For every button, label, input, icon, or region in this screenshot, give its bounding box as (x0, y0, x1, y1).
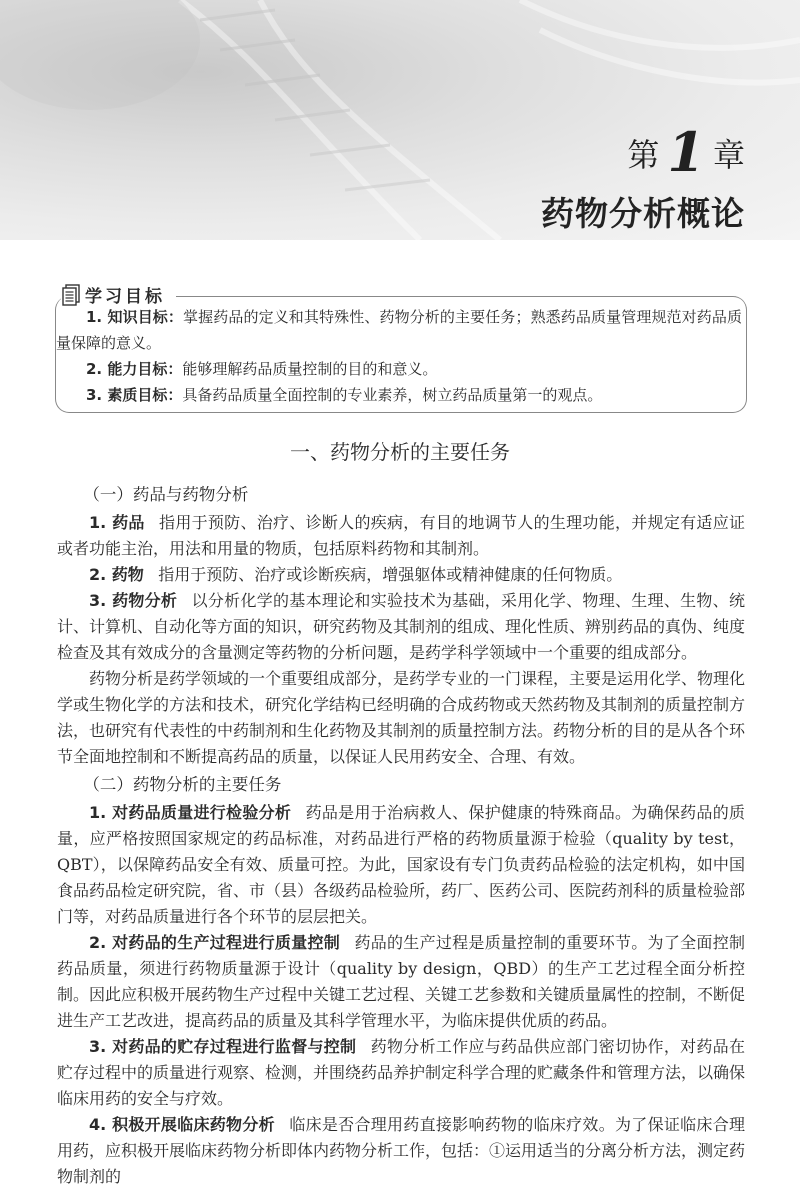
subsection-title: （二）药物分析的主要任务 (83, 775, 282, 794)
section-title: 一、药物分析的主要任务 (290, 440, 510, 464)
term-label: 2. 药物 (89, 565, 144, 584)
paragraph-text: 药品是用于治病救人、保护健康的特殊商品。为确保药品的质量，应严格按照国家规定的药品标准，对药品进行严格的药物质量源于检验（quality by test，QBT），以保障药品安全有效、质量可控。为此，国家设有专门负责药品检验的法定机构，如中国食品药品检定研究院，省、市（县）各级药品检验所，药厂、医药公司、医院药剂科的质量检验部门等，对药品质量进行各个环节的层层把关。 (57, 803, 746, 926)
chapter-prefix: 第 (627, 136, 660, 174)
body-text (57, 480, 745, 1190)
goal-label: 2. 能力目标： (86, 360, 183, 378)
paragraph (57, 562, 745, 588)
term-label: 1. 对药品质量进行检验分析 (89, 803, 292, 822)
goal-label: 1. 知识目标： (86, 308, 184, 326)
paragraph-text: 指用于预防、治疗、诊断人的疾病，有目的地调节人的生理功能，并规定有适应证或者功能主治，用法和用量的物质，包括原料药物和其制剂。 (57, 513, 745, 558)
term-label: 2. 对药品的生产过程进行质量控制 (89, 933, 341, 952)
goals-heading-text: 学习目标 (85, 287, 165, 307)
paragraph (57, 800, 745, 930)
chapter-number (627, 120, 745, 184)
paragraph (57, 1034, 745, 1112)
document-icon (61, 284, 81, 306)
goals-list (56, 304, 742, 408)
paragraph (57, 666, 745, 770)
term-label: 3. 药物分析 (89, 591, 178, 610)
goal-label: 3. 素质目标： (86, 386, 183, 404)
paragraph (57, 930, 745, 1034)
paragraph-text: 指用于预防、治疗或诊断疾病，增强躯体或精神健康的任何物质。 (158, 565, 623, 584)
term-label: 3. 对药品的贮存过程进行监督与控制 (89, 1037, 357, 1056)
paragraph-text: 以分析化学的基本理论和实验技术为基础，采用化学、物理、生理、生物、统计、计算机、自动化等方面的知识，研究药物及其制剂的组成、理化性质、辨别药品的真伪、纯度检查及其有效成分的含量测定等药物的分析问题，是药学科学领域中一个重要的组成部分。 (57, 591, 746, 662)
term-label: 4. 积极开展临床药物分析 (89, 1115, 275, 1134)
paragraph (57, 588, 745, 666)
chapter-suffix: 章 (712, 136, 745, 174)
paragraph-text: 药物分析是药学领域的一个重要组成部分，是药学专业的一门课程，主要是运用化学、物理化学或生物化学的方法和技术，研究化学结构已经明确的合成药物或天然药物及其制剂的质量控制方法，也研究有代表性的中药制剂和生化药物及其制剂的质量控制方法。药物分析的目的是从各个环节全面地控制和不断提高药品的质量，以保证人民用药安全、合理、有效。 (57, 669, 746, 766)
goal-item (56, 382, 742, 408)
chapter-header-banner (0, 0, 800, 240)
goal-text: 能够理解药品质量控制的目的和意义。 (182, 360, 438, 378)
paragraph (57, 1112, 745, 1190)
paragraph (57, 510, 745, 562)
chapter-title: 药物分析概论 (541, 194, 745, 233)
paragraph-text: 药品的生产过程是质量控制的重要环节。为了全面控制药品质量，须进行药物质量源于设计（quality by design，QBD）的生产工艺过程全面分析控制。因此应积极开展药物生产过程中关键工艺过程、关键工艺参数和关键质量属性的控制，不断促进生产工艺改进，提高药品的质量及其科学管理水平，为临床提供优质的药品。 (57, 933, 746, 1030)
term-label: 1. 药品 (89, 513, 145, 532)
goal-text: 具备药品质量全面控制的专业素养，树立药品质量第一的观点。 (182, 386, 603, 404)
goal-item (56, 356, 742, 382)
subsection-title: （一）药品与药物分析 (83, 485, 249, 504)
goal-item (56, 304, 742, 356)
goal-text: 掌握药品的定义和其特殊性、药物分析的主要任务；熟悉药品质量管理规范对药品质量保障的意义。 (56, 308, 742, 352)
paragraph-text: 药物分析工作应与药品供应部门密切协作，对药品在贮存过程中的质量进行观察、检测，并围绕药品养护制定科学合理的贮藏条件和管理方法，以确保临床用药的安全与疗效。 (57, 1037, 746, 1108)
learning-goals-box (55, 287, 747, 413)
paragraph-text: 临床是否合理用药直接影响药物的临床疗效。为了保证临床合理用药，应积极开展临床药物分析即体内药物分析工作，包括：①运用适当的分离分析方法，测定药物制剂的 (57, 1115, 746, 1186)
chapter-number-value: 1 (667, 120, 705, 184)
